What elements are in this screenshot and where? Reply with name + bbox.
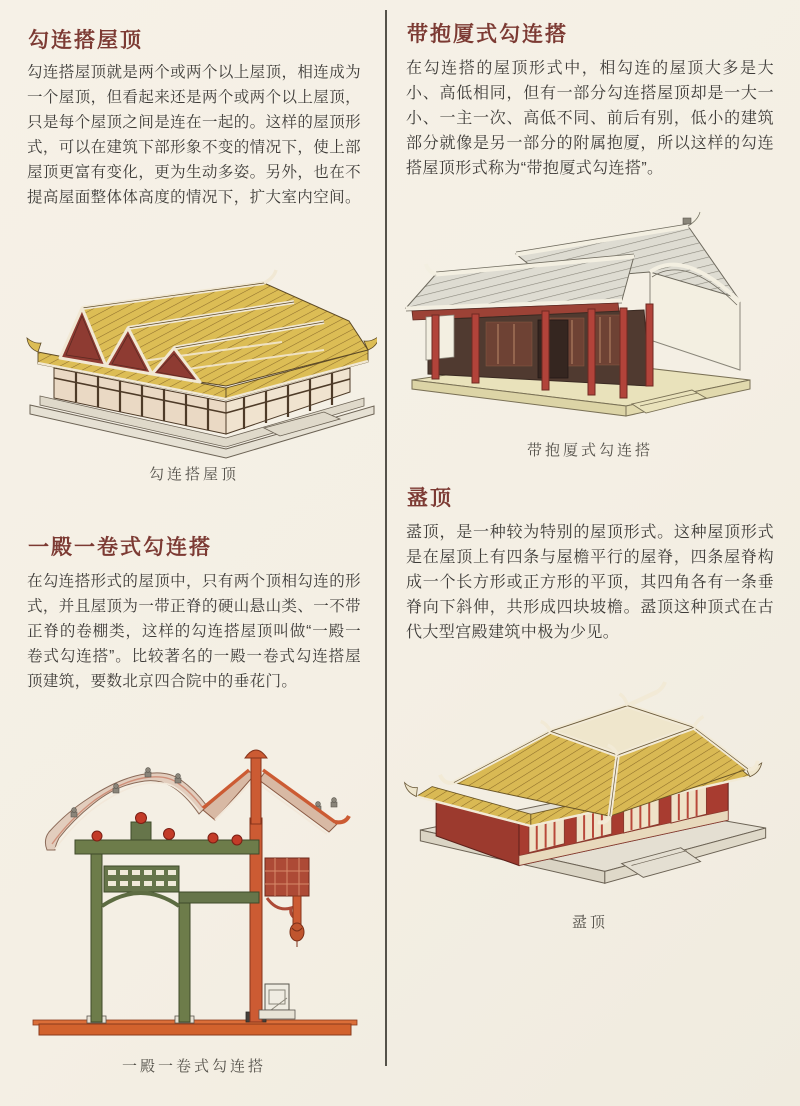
figure-caption-luding: 盝顶: [571, 914, 608, 931]
luding-roof-building-illustration: [400, 680, 785, 902]
right-column: [406, 0, 774, 1106]
chuihuamen-gate-section-illustration: [19, 728, 369, 1048]
section-heading-luding: 盝顶: [407, 487, 453, 510]
section-heading-yidianyijuan: 一殿一卷式勾连搭: [28, 536, 212, 559]
section-body-yidianyijuan: 在勾连搭形式的屋顶中，只有两个顶相勾连的形式，并且屋顶为一带正脊的硬山悬山类、一不带正脊的卷棚类，这样的勾连搭屋顶叫做“一殿一卷式勾连搭”。比较著名的一殿一卷式勾连搭屋顶建筑，要数北京四合院中的垂花门。: [27, 573, 361, 690]
section-body-goulianda: 勾连搭屋顶就是两个或两个以上屋顶，相连成为一个屋顶，但看起来还是两个或两个以上屋顶，只是每个屋顶之间是连在一起的。这样的屋顶形式，可以在建筑下部形象不变的情况下，使上部屋顶更富有变化，更为生动多姿。另外，也在不提高屋面整体体高度的情况下，扩大室内空间。: [27, 64, 361, 206]
figure-caption-goulianda: 勾连搭屋顶: [148, 466, 239, 483]
section-body-baosha: 在勾连搭的屋顶形式中，相勾连的屋顶大多是大小、高低相同，但有一部分勾连搭屋顶却是一大一小、一主一次、高低不同、前后有别，低小的建筑部分就像是另一部分的附属抱厦，所以这样的勾连搭屋顶形式称为“带抱厦式勾连搭”。: [406, 60, 774, 177]
goulianda-roof-building-illustration: [21, 266, 377, 466]
column-divider: [385, 10, 387, 1066]
section-heading-goulianda: 勾连搭屋顶: [28, 29, 143, 52]
figure-caption-yidianyijuan: 一殿一卷式勾连搭: [121, 1058, 266, 1075]
section-body-luding: 盝顶，是一种较为特别的屋顶形式。这种屋顶形式是在屋顶上有四条与屋檐平行的屋脊，四条屋脊构成一个长方形或正方形的平顶，其四角各有一条垂脊向下斜伸，共形成四块坡檐。盝顶这种顶式在古代大型宫殿建筑中极为少见。: [406, 524, 774, 641]
figure-caption-baosha: 带抱厦式勾连搭: [526, 442, 653, 459]
baosha-goulianda-building-illustration: [400, 210, 785, 430]
left-column: [27, 0, 361, 1106]
section-heading-baosha: 带抱厦式勾连搭: [407, 23, 568, 46]
